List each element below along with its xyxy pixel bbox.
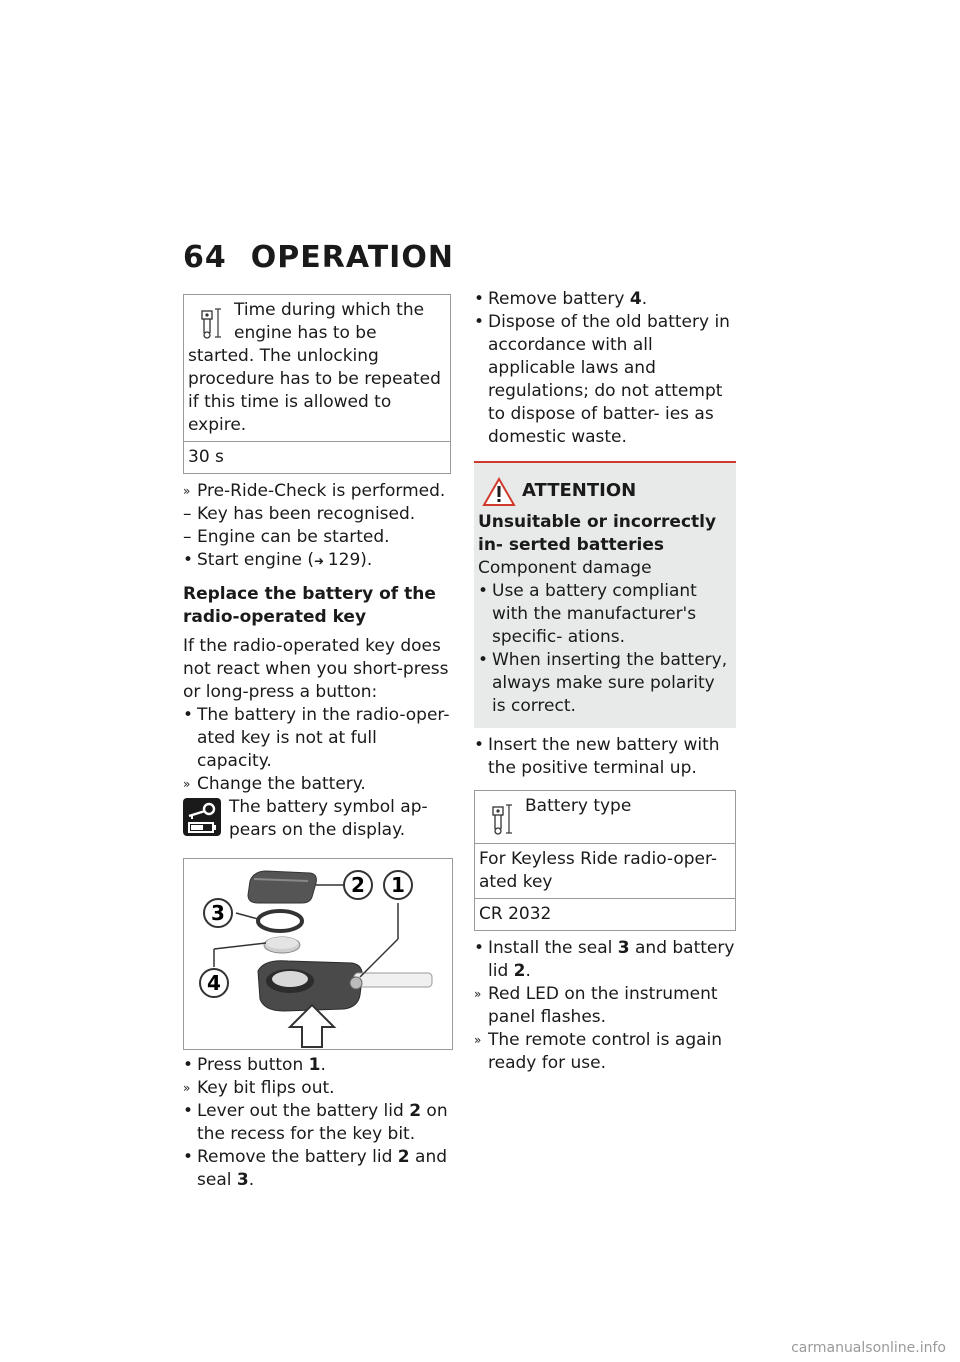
time-spec-description: Time during which the engine has to be started. The unlocking procedure has to be repeated if this time is allowed to expire. bbox=[188, 300, 441, 435]
time-spec-box bbox=[183, 294, 451, 474]
page-reference[interactable]: 129). bbox=[327, 550, 373, 570]
step-lever-lid: • Lever out the battery lid 2 on the recess for the key bit. bbox=[183, 1100, 451, 1146]
step-remove-battery: • Remove battery 4. bbox=[474, 288, 736, 311]
step-start-engine: • Start engine (➜ 129). bbox=[183, 549, 451, 573]
right-column bbox=[474, 288, 736, 1075]
result-line: » Change the battery. bbox=[183, 773, 451, 796]
warning-triangle-icon bbox=[482, 477, 516, 507]
result-line: » Red LED on the instrument panel flashes. bbox=[474, 983, 736, 1029]
result-line: » Pre-Ride-Check is performed. bbox=[183, 480, 451, 503]
battery-symbol-note: The battery symbol ap- pears on the display. bbox=[229, 797, 428, 840]
attention-title-row bbox=[478, 477, 728, 505]
result-line: » Key bit flips out. bbox=[183, 1077, 451, 1100]
battery-type-value: CR 2032 bbox=[475, 898, 735, 930]
battery-type-box bbox=[474, 790, 736, 931]
attention-subtitle: Unsuitable or incorrectly in- serted batteries bbox=[478, 512, 717, 555]
step-dispose-battery: • Dispose of the old battery in accordance with all applicable laws and regulations; do not attempt to dispose of batter- ies as domestic waste. bbox=[474, 311, 736, 449]
attention-item: • When inserting the battery, always make sure polarity is correct. bbox=[478, 649, 728, 718]
attention-item: • Use a battery compliant with the manufacturer's specific- ations. bbox=[478, 580, 728, 649]
battery-type-label: Battery type bbox=[525, 796, 632, 816]
step-press-button: • Press button 1. bbox=[183, 1054, 451, 1077]
attention-consequence: Component damage bbox=[478, 558, 652, 578]
step-insert-battery: • Insert the new battery with the positive terminal up. bbox=[474, 734, 736, 780]
left-column bbox=[183, 294, 451, 1192]
key-battery-symbol-icon bbox=[183, 798, 223, 838]
step-remove-lid: • Remove the battery lid 2 and seal 3. bbox=[183, 1146, 451, 1192]
step-install-seal: • Install the seal 3 and battery lid 2. bbox=[474, 937, 736, 983]
measurement-icon bbox=[188, 299, 234, 343]
list-item: • The battery in the radio-oper- ated key is not at full capacity. bbox=[183, 704, 451, 773]
watermark: carmanualsonline.info bbox=[791, 1340, 946, 1356]
arrow-ref-icon[interactable]: ➜ bbox=[313, 554, 328, 568]
page-title: OPERATION bbox=[250, 240, 454, 275]
page-number: 64 bbox=[183, 240, 227, 275]
battery-type-context: For Keyless Ride radio-oper- ated key bbox=[475, 843, 735, 898]
attention-box bbox=[474, 461, 736, 728]
intro-text: If the radio-operated key does not react when you short-press or long-press a button: bbox=[183, 636, 449, 702]
figure-label-3: 3 bbox=[211, 901, 225, 925]
attention-title: ATTENTION bbox=[522, 480, 637, 501]
figure-label-1: 1 bbox=[391, 873, 405, 897]
time-spec-value: 30 s bbox=[184, 441, 450, 473]
key-exploded-illustration bbox=[184, 859, 452, 1049]
figure-label-2: 2 bbox=[351, 873, 365, 897]
section-heading: Replace the battery of the radio-operated key bbox=[183, 584, 436, 627]
page-header bbox=[183, 240, 454, 275]
battery-symbol-note-block bbox=[183, 796, 451, 842]
measurement-icon bbox=[479, 795, 525, 839]
key-battery-figure bbox=[183, 858, 453, 1050]
figure-label-4: 4 bbox=[207, 971, 221, 995]
result-line: » The remote control is again ready for use. bbox=[474, 1029, 736, 1075]
dash-line: – Engine can be started. bbox=[183, 526, 451, 549]
dash-line: – Key has been recognised. bbox=[183, 503, 451, 526]
